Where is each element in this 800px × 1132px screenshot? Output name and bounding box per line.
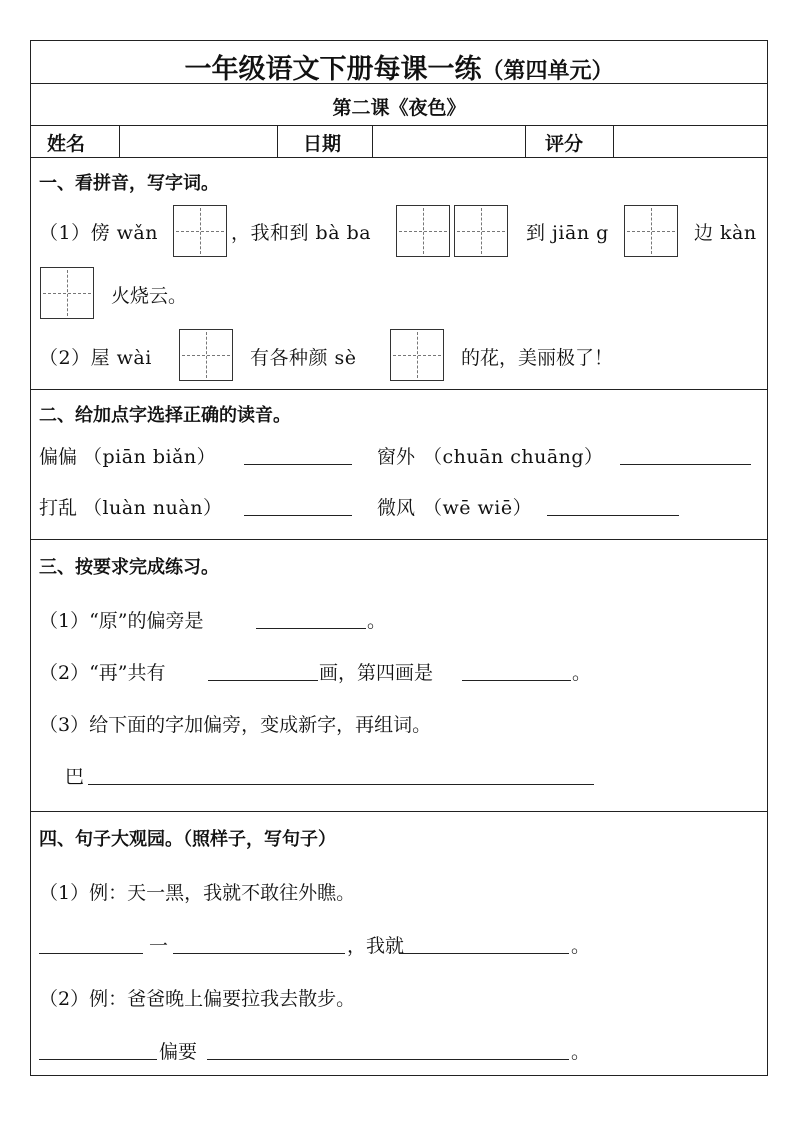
q1-end: 。: [367, 610, 387, 632]
section3-heading: 三、按要求完成练习。: [39, 557, 219, 578]
section4-heading: 四、句子大观园。（照样子，写句子）: [39, 829, 336, 850]
answer-blank[interactable]: [39, 1059, 157, 1060]
writing-box[interactable]: [396, 205, 450, 257]
writing-box[interactable]: [179, 329, 233, 381]
answer-blank[interactable]: [173, 953, 345, 954]
q1-mid3: 边 kàn: [694, 222, 757, 244]
answer-blank[interactable]: [244, 464, 352, 465]
q2-end: 的花，美丽极了！: [461, 347, 614, 369]
q1-prefix: （1）傍 wǎn: [39, 222, 158, 244]
section1-heading: 一、看拼音，写字词。: [39, 173, 219, 194]
divider: [31, 539, 767, 540]
divider: [372, 125, 373, 157]
answer-blank[interactable]: [256, 628, 366, 629]
choice-word: 打乱: [39, 497, 78, 519]
ex1-connector2: ，我就: [347, 935, 405, 957]
q2-end: 。: [572, 662, 592, 684]
divider: [525, 125, 526, 157]
title-unit: （第四单元）: [481, 59, 614, 84]
answer-blank[interactable]: [88, 784, 594, 785]
writing-box[interactable]: [390, 329, 444, 381]
answer-blank[interactable]: [547, 515, 679, 516]
divider: [31, 389, 767, 390]
answer-blank[interactable]: [399, 953, 569, 954]
q3-char: 巴: [65, 766, 85, 788]
writing-box[interactable]: [173, 205, 227, 257]
score-field[interactable]: [615, 127, 767, 157]
choice-word: 偏偏: [39, 446, 78, 468]
q1-mid1: ，我和到 bà ba: [231, 222, 372, 244]
lesson-title: 第二课《夜色》: [332, 97, 466, 119]
answer-blank[interactable]: [207, 1059, 569, 1060]
choice-options: （wē wiē）: [423, 497, 533, 519]
ex2-connector: 偏要: [159, 1041, 198, 1063]
answer-blank[interactable]: [462, 680, 571, 681]
page-title: [31, 47, 767, 86]
score-label: 评分: [545, 133, 584, 155]
q2-mid: 有各种颜 sè: [250, 347, 357, 369]
name-label: 姓名: [47, 133, 86, 155]
divider: [31, 125, 767, 126]
answer-blank[interactable]: [208, 680, 318, 681]
divider: [31, 811, 767, 812]
divider: [119, 125, 120, 157]
choice-word: 窗外: [377, 446, 416, 468]
answer-blank[interactable]: [39, 953, 143, 954]
choice-options: （chuān chuāng）: [423, 446, 604, 468]
q1-line2: 火烧云。: [111, 285, 188, 307]
q3-text: （3）给下面的字加偏旁，变成新字，再组词。: [39, 714, 432, 736]
divider: [613, 125, 614, 157]
choice-options: （piān biǎn）: [83, 446, 217, 468]
ex1-connector: 一: [149, 935, 169, 957]
writing-box[interactable]: [624, 205, 678, 257]
q2-mid: 画，第四画是: [319, 662, 434, 684]
date-label: 日期: [303, 133, 342, 155]
example2: （2）例：爸爸晚上偏要拉我去散步。: [39, 988, 356, 1010]
ex2-end: 。: [571, 1041, 591, 1063]
writing-box[interactable]: [40, 267, 94, 319]
q1-mid2: 到 jiān g: [526, 222, 609, 244]
worksheet: [30, 40, 768, 1076]
title-text: 一年级语文下册每课一练: [184, 54, 482, 85]
choice-word: 微风: [377, 497, 416, 519]
date-field[interactable]: [374, 127, 523, 157]
q1-text: （1）“原”的偏旁是: [39, 610, 204, 632]
ex1-end: 。: [571, 935, 591, 957]
q2-text: （2）“再”共有: [39, 662, 166, 684]
answer-blank[interactable]: [620, 464, 751, 465]
example1: （1）例：天一黑，我就不敢往外瞧。: [39, 882, 356, 904]
answer-blank[interactable]: [244, 515, 352, 516]
section2-heading: 二、给加点字选择正确的读音。: [39, 405, 291, 426]
divider: [277, 125, 278, 157]
name-field[interactable]: [121, 127, 275, 157]
q2-prefix: （2）屋 wài: [39, 347, 152, 369]
divider: [31, 157, 767, 158]
choice-options: （luàn nuàn）: [83, 497, 223, 519]
writing-box[interactable]: [454, 205, 508, 257]
